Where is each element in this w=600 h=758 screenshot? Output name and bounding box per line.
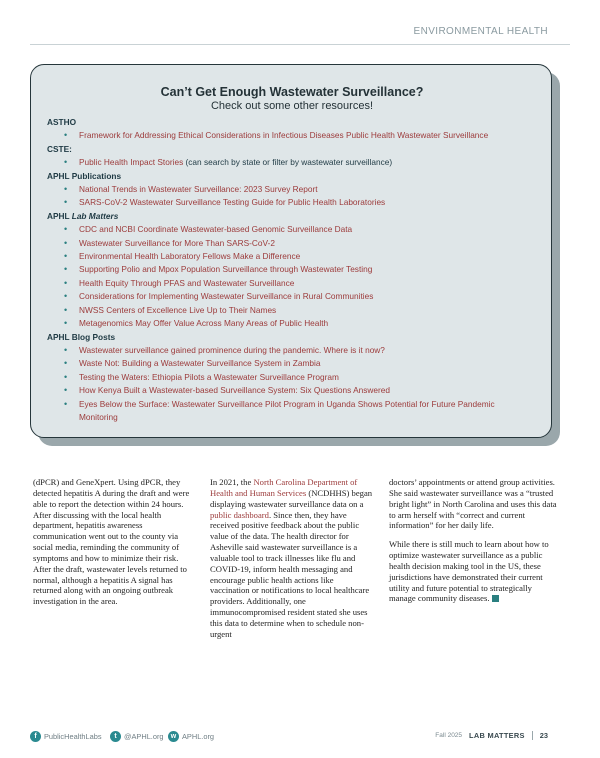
twitter-handle[interactable] xyxy=(110,731,164,742)
article-column-3 xyxy=(389,477,559,612)
resource-link[interactable]: • National Trends in Wastewater Surveillance: 2023 Survey Report xyxy=(47,183,537,196)
facebook-handle[interactable] xyxy=(30,731,102,742)
resource-link[interactable]: Public Health Impact Stories xyxy=(79,157,184,168)
resource-link[interactable]: • How Kenya Built a Wastewater-based Surveillance System: Six Questions Answered xyxy=(47,384,537,397)
resource-link[interactable]: • SARS-CoV-2 Wastewater Surveillance Testing Guide for Public Health Laboratories xyxy=(47,196,537,209)
aphl-blog-posts-heading: APHL Blog Posts xyxy=(47,331,116,342)
magazine-name: LAB MATTERS xyxy=(469,731,525,740)
paragraph xyxy=(210,477,374,640)
website-label: APHL.org xyxy=(182,732,215,741)
website-link[interactable] xyxy=(168,731,214,742)
facebook-icon: f xyxy=(30,731,41,742)
cste-heading: CSTE: xyxy=(47,143,72,154)
issue-info xyxy=(435,731,548,740)
resource-link[interactable]: • Metagenomics May Offer Value Across Many Areas of Public Health xyxy=(47,317,537,330)
cste-item xyxy=(47,156,537,169)
resource-link[interactable]: • Health Equity Through PFAS and Wastewater Surveillance xyxy=(47,277,537,290)
resource-link[interactable]: • NWSS Centers of Excellence Live Up to Their Names xyxy=(47,304,537,317)
aphl-lab-matters-heading xyxy=(47,210,537,223)
aphl-lab-matters-list xyxy=(47,223,537,330)
resource-link[interactable]: • Eyes Below the Surface: Wastewater Surveillance Pilot Program in Uganda Shows Potential for Future Pandemic Monitoring xyxy=(47,398,537,425)
resource-link[interactable]: • Considerations for Implementing Wastewater Surveillance in Rural Communities xyxy=(47,290,537,303)
resource-link[interactable]: • Testing the Waters: Ethiopia Pilots a Wastewater Surveillance Program xyxy=(47,371,537,384)
article-column-1 xyxy=(33,477,193,615)
twitter-label: @APHL.org xyxy=(124,732,164,741)
resource-link[interactable]: • Waste Not: Building a Wastewater Surveillance System in Zambia xyxy=(47,357,537,370)
section-tag: ENVIRONMENTAL HEALTH xyxy=(413,26,548,37)
page-number: 23 xyxy=(539,731,548,740)
issue-season: Fall 2025 xyxy=(435,732,463,739)
astho-list xyxy=(47,129,537,142)
heading-italic: Lab Matters xyxy=(71,210,119,221)
resources-box-subtitle: Check out some other resources! xyxy=(210,100,374,112)
end-mark-icon xyxy=(492,595,499,602)
header-divider xyxy=(30,44,570,45)
page-footer xyxy=(30,731,548,745)
paragraph: doctors’ appointments or attend group activities. She said wastewater surveillance was a “trusted bright light” in North Carolina and uses this data to arm herself with “correct and current information” for her daily life. xyxy=(389,477,557,531)
twitter-icon: t xyxy=(110,731,121,742)
text-run: While there is still much to learn about how to optimize wastewater surveillance as a public health decision making tool in the US, these jurisdictions have demonstrated their current utility and future potential to strategically manage community diseases. xyxy=(389,539,549,604)
public-dashboard-link[interactable]: public dashboard xyxy=(210,509,269,520)
aphl-publications-heading: APHL Publications xyxy=(47,170,122,181)
paragraph: (dPCR) and GeneXpert. Using dPCR, they detected hepatitis A during the draft and were able to report the detection within 24 hours. After discussing with the local health department, hepatitis awareness communication went out to the county via social media, reminding the community of symptoms and how to minimize their risk. After the draft, wastewater levels returned to normal, although a hepatitis A signal has returned along with an ongoing outbreak investigation in the area. xyxy=(33,477,190,607)
ncdhhs-link[interactable]: North Carolina Department of Health and Human Services xyxy=(210,477,358,498)
resources-box-title: Can’t Get Enough Wastewater Surveillance? xyxy=(160,85,424,99)
heading-prefix: APHL xyxy=(47,210,72,221)
text-run: . Since then, they have received positive feedback about the public value of the data. The health director for Asheville said wastewater surveillance is a valuable tool to track illnesses like flu and COVID-19, inform health messaging and encourage public health actions like vaccination or notifications to local healthcare providers. Additionally, one immunocompromised resident stated she uses this data to determine when to schedule non-urgent xyxy=(210,509,370,639)
aphl-publications-list xyxy=(47,183,537,210)
aphl-blog-posts-list xyxy=(47,344,537,424)
resource-note: (can search by state or filter by wastewater surveillance) xyxy=(183,157,393,168)
resource-link[interactable]: • Environmental Health Laboratory Fellows Make a Difference xyxy=(47,250,537,263)
resource-link[interactable]: • Wastewater Surveillance for More Than SARS-CoV-2 xyxy=(47,237,537,250)
text-run: In 2021, the xyxy=(210,477,254,487)
resource-link[interactable]: • Supporting Polio and Mpox Population Surveillance through Wastewater Testing xyxy=(47,263,537,276)
resources-box xyxy=(30,64,552,438)
globe-icon: w xyxy=(168,731,179,742)
paragraph xyxy=(389,539,559,604)
astho-heading: ASTHO xyxy=(47,117,77,127)
text-run: (NCDHHS) began displaying wastewater surveillance data on a xyxy=(210,487,373,509)
resource-link[interactable]: • Wastewater surveillance gained prominence during the pandemic. Where is it now? xyxy=(47,344,537,357)
article-column-2 xyxy=(210,477,374,648)
facebook-label: PublicHealthLabs xyxy=(44,732,102,741)
resource-link[interactable]: • CDC and NCBI Coordinate Wastewater-based Genomic Surveillance Data xyxy=(47,223,537,236)
resource-link[interactable]: • Framework for Addressing Ethical Considerations in Infectious Diseases Public Health Wastewater Surveillance xyxy=(47,129,537,142)
footer-divider xyxy=(532,731,533,740)
cste-list xyxy=(47,156,537,169)
